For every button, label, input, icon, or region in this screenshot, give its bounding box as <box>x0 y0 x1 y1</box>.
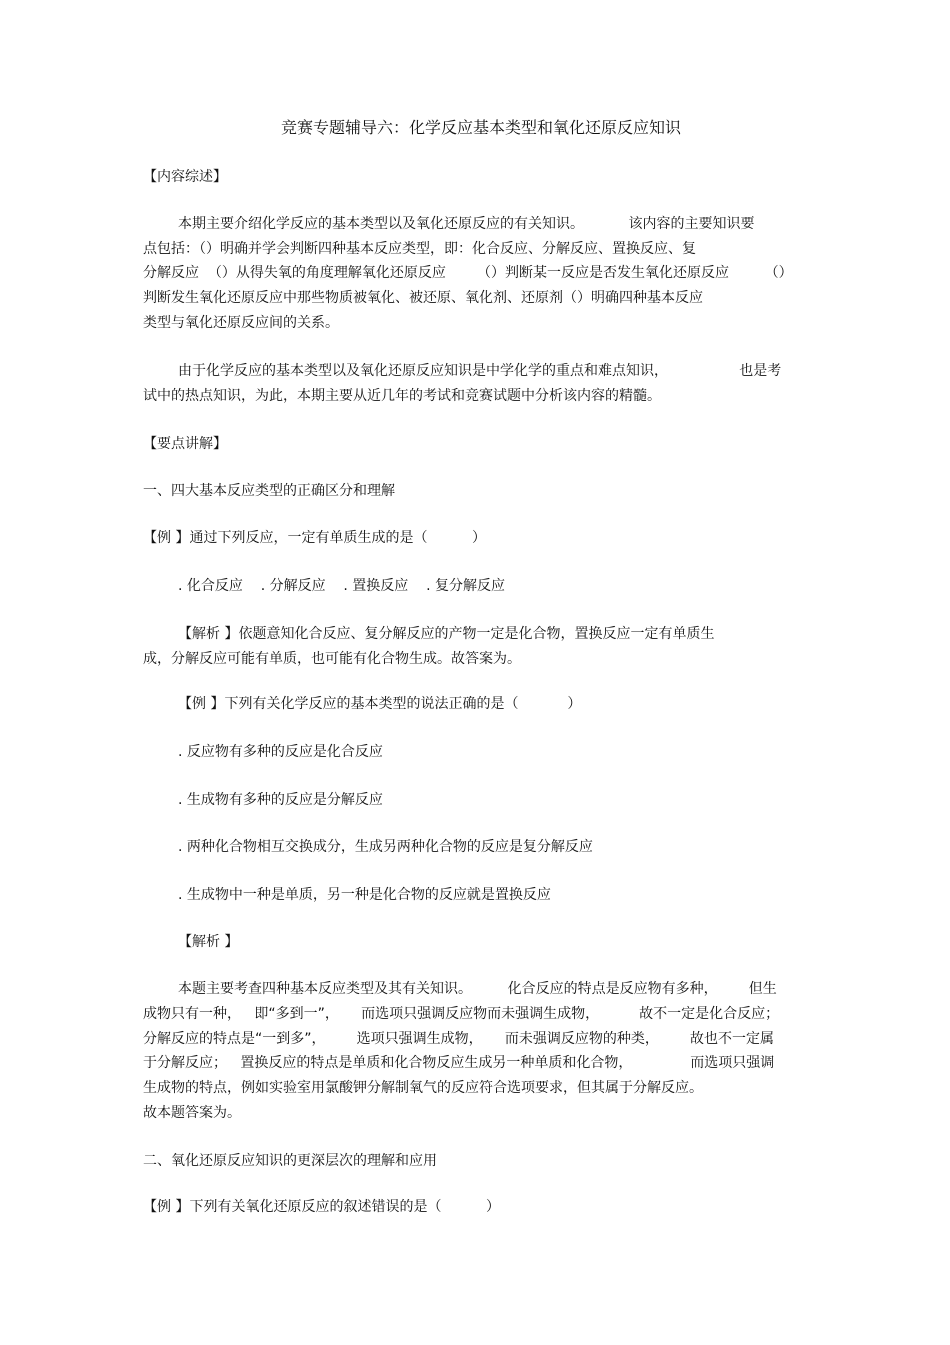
example-2-analysis-label: 【解析 】 <box>178 934 239 950</box>
example-2-option-d: . 生成物中一种是单质，另一种是化合物的反应就是置换反应 <box>178 887 551 903</box>
example-1-options: . 化合反应 . 分解反应 . 置换反应 . 复分解反应 <box>178 578 506 594</box>
overview-paragraph-1-line-1: 本期主要介绍化学反应的基本类型以及氧化还原反应的有关知识。 该内容的主要知识要 <box>178 216 755 232</box>
example-1-analysis-line-1: 【解析 】依题意知化合反应、复分解反应的产物一定是化合物，置换反应一定有单质生 <box>178 626 715 642</box>
section-1-title: 一、四大基本反应类型的正确区分和理解 <box>143 483 395 499</box>
example-2-analysis-line-1: 本题主要考查四种基本反应类型及其有关知识。 化合反应的特点是反应物有多种， 但生 <box>178 981 777 997</box>
example-2-option-b: . 生成物有多种的反应是分解反应 <box>178 792 383 808</box>
overview-paragraph-1-line-3: 分解反应 （）从得失氧的角度理解氧化还原反应 （）判断某一反应是否发生氧化还原反应 （） <box>143 265 793 281</box>
overview-paragraph-2-line-2: 试中的热点知识，为此，本期主要从近几年的考试和竞赛试题中分析该内容的精髓。 <box>143 388 661 404</box>
overview-header: 【内容综述】 <box>143 169 227 185</box>
example-2-analysis-line-6: 故本题答案为。 <box>143 1105 241 1121</box>
example-1-analysis-line-2: 成，分解反应可能有单质，也可能有化合物生成。故答案为。 <box>143 651 521 667</box>
example-2-option-c: . 两种化合物相互交换成分，生成另两种化合物的反应是复分解反应 <box>178 839 593 855</box>
overview-paragraph-2-line-1: 由于化学反应的基本类型以及氧化还原反应知识是中学化学的重点和难点知识， 也是考 <box>178 363 782 379</box>
overview-paragraph-1-line-2: 点包括：（）明确并学会判断四种基本反应类型，即：化合反应、分解反应、置换反应、复 <box>143 241 696 257</box>
example-2-analysis-line-2: 成物只有一种， 即“多到一”， 而选项只强调反应物而未强调生成物， 故不一定是化合反应； <box>143 1006 780 1022</box>
page-title: 竞赛专题辅导六：化学反应基本类型和氧化还原反应知识 <box>281 118 682 137</box>
section-2-title: 二、氧化还原反应知识的更深层次的理解和应用 <box>143 1153 437 1169</box>
overview-paragraph-1-line-4: 判断发生氧化还原反应中那些物质被氧化、被还原、氧化剂、还原剂（）明确四种基本反应 <box>143 290 703 306</box>
example-2-option-a: . 反应物有多种的反应是化合反应 <box>178 744 383 760</box>
keypoints-header: 【要点讲解】 <box>143 436 227 452</box>
example-2-analysis-line-4: 于分解反应； 置换反应的特点是单质和化合物反应生成另一种单质和化合物， 而选项只强调 <box>143 1055 775 1071</box>
example-2-analysis-line-5: 生成物的特点，例如实验室用氯酸钾分解制氧气的反应符合选项要求，但其属于分解反应。 <box>143 1080 703 1096</box>
example-2-question: 【例 】下列有关化学反应的基本类型的说法正确的是（ ） <box>178 696 582 712</box>
overview-paragraph-1-line-5: 类型与氧化还原反应间的关系。 <box>143 315 339 331</box>
example-3-question: 【例 】下列有关氧化还原反应的叙述错误的是（ ） <box>143 1199 500 1215</box>
example-2-analysis-line-3: 分解反应的特点是“一到多”， 选项只强调生成物， 而未强调反应物的种类， 故也不一定属 <box>143 1031 775 1047</box>
example-1-question: 【例 】通过下列反应，一定有单质生成的是（ ） <box>143 530 486 546</box>
